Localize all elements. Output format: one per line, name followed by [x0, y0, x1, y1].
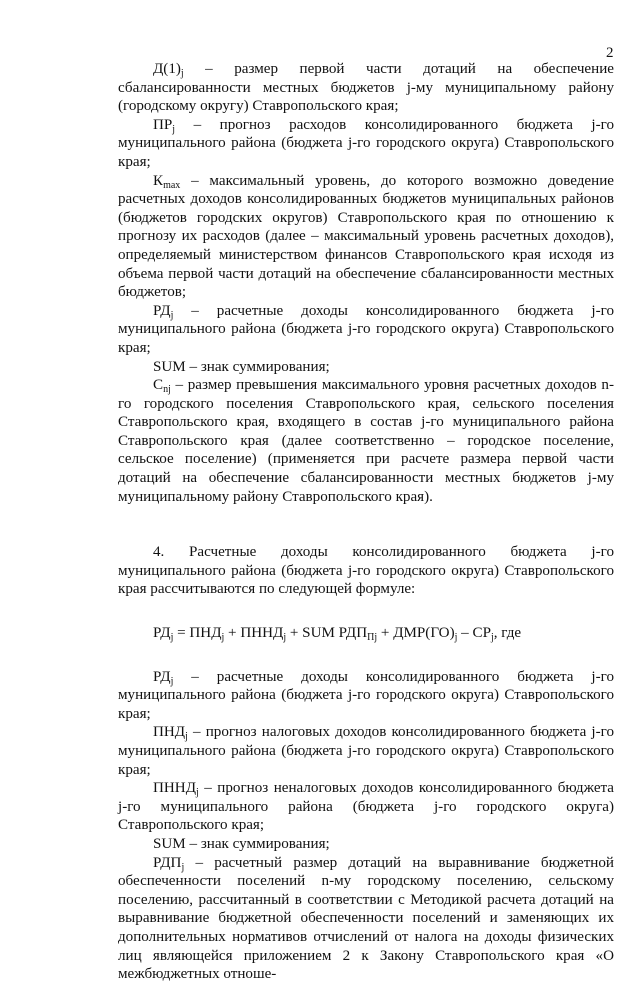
definition-text: – расчетный размер дотаций на выравнивание бюджетной обеспеченности поселений n-му городскому поселению, сельскому поселению, рассчитанный в соответствии с Методикой расчета дотаций на выравнивание бюджетной обеспеченности поселений и заменяющих их дополнительных нормативов отчислений от налога на доходы физических лиц являющейся приложением 2 к Закону Ставропольского края «О межбюджетных отноше- [118, 854, 614, 983]
term-subscript: j [181, 861, 185, 873]
definition-text: – знак суммирования; [185, 358, 330, 375]
term: Д(1) [153, 61, 181, 77]
formula-part: + ДМР(ГО) [377, 625, 455, 642]
formula-part: + ПННД [224, 625, 284, 642]
formula-subscript: j [490, 632, 494, 644]
definition-text: – знак суммирования; [185, 835, 330, 852]
term: ПННД [153, 780, 196, 797]
definition-text: – прогноз расходов консолидированного бюджета j-го муниципального района (бюджета j-го городского округа) Ставропольского края; [118, 116, 614, 170]
term: SUM [153, 835, 186, 852]
definition-paragraph [118, 723, 614, 779]
definition-paragraph [118, 172, 614, 302]
page-number: 2 [606, 45, 614, 61]
formula [118, 624, 614, 643]
term: С [153, 377, 164, 394]
definition-paragraph [118, 302, 614, 358]
term: РДП [153, 854, 182, 871]
definition-text: – максимальный уровень, до которого возможно доведение расчетных доходов консолидированных бюджетов муниципальных районов (бюджетов городских округов) Ставропольского края по отношению к прогнозу их расходов (далее – максимальный уровень расчетных доходов), определяемый министерством финансов Ставропольского края исходя из объема первой части дотаций на обеспечение сбалансированности местных бюджетов; [118, 172, 614, 301]
term: РД [153, 668, 171, 685]
definition-text: – расчетные доходы консолидированного бюджета j-го муниципального района (бюджета j-го городского округа) Ставропольского края; [118, 668, 614, 722]
term-subscript: max [163, 179, 181, 191]
document-body [118, 60, 614, 984]
term-subscript: j [172, 123, 176, 135]
formula-part: = ПНД [173, 625, 222, 642]
definition-paragraph [118, 116, 614, 172]
definition-text: – расчетные доходы консолидированного бюджета j-го муниципального района (бюджета j-го городского округа) Ставропольского края; [118, 302, 614, 356]
definition-paragraph [118, 779, 614, 835]
definition-text: – прогноз неналоговых доходов консолидированного бюджета j-го муниципального района (бюджета j-го городского округа) Ставропольского края; [118, 780, 614, 834]
term-subscript: j [170, 675, 174, 687]
term: РД [153, 302, 171, 319]
formula-subscript: j [454, 632, 458, 644]
formula-part: РД [153, 625, 171, 642]
formula-subscript: Пj [367, 632, 378, 644]
term-subscript: nj [163, 384, 171, 396]
definition-text: – размер первой части дотаций на обеспечение сбалансированности местных бюджетов j-му муниципальному району (городскому округу) Ставропольского края; [118, 61, 614, 115]
definition-paragraph [118, 358, 614, 377]
term: ПР [153, 116, 173, 133]
definition-paragraph [118, 835, 614, 854]
formula-part: , где [493, 625, 522, 642]
definition-paragraph [118, 668, 614, 724]
formula-subscript: j [221, 632, 225, 644]
formula-part: + SUM РДП [286, 625, 368, 642]
section-4-paragraph: 4. Расчетные доходы консолидированного бюджета j-го муниципального района (бюджета j-го городского округа) Ставропольского края рассчитываются по следующей формуле: [118, 544, 614, 598]
term-subscript: j [196, 787, 199, 799]
definition-paragraph [118, 60, 614, 116]
term: К [153, 172, 164, 189]
term: SUM [153, 358, 186, 375]
term-subscript: j [170, 309, 174, 321]
formula-subscript: j [283, 632, 287, 644]
term-subscript: j [185, 731, 188, 743]
term: ПНД [153, 724, 186, 741]
term-subscript: j [180, 68, 184, 79]
definition-text: – размер превышения максимального уровня расчетных доходов n-го городского поселения Ставропольского края, сельского поселения Ставропольского края, входящего в состав j-го муниципального района Ставропольского края (далее соответственно – городское поселение, сельское поселение) (применяется при расчете размера первой части дотаций на обеспечение сбалансированности местных бюджетов j-му муниципальному району Ставропольского края). [118, 377, 614, 505]
definition-paragraph [118, 376, 614, 506]
formula-subscript: j [170, 632, 174, 644]
definition-text: – прогноз налоговых доходов консолидированного бюджета j-го муниципального района (бюджета j-го городского округа) Ставропольского края; [118, 724, 614, 778]
definition-paragraph [118, 854, 614, 984]
formula-part: – СР [457, 625, 491, 642]
